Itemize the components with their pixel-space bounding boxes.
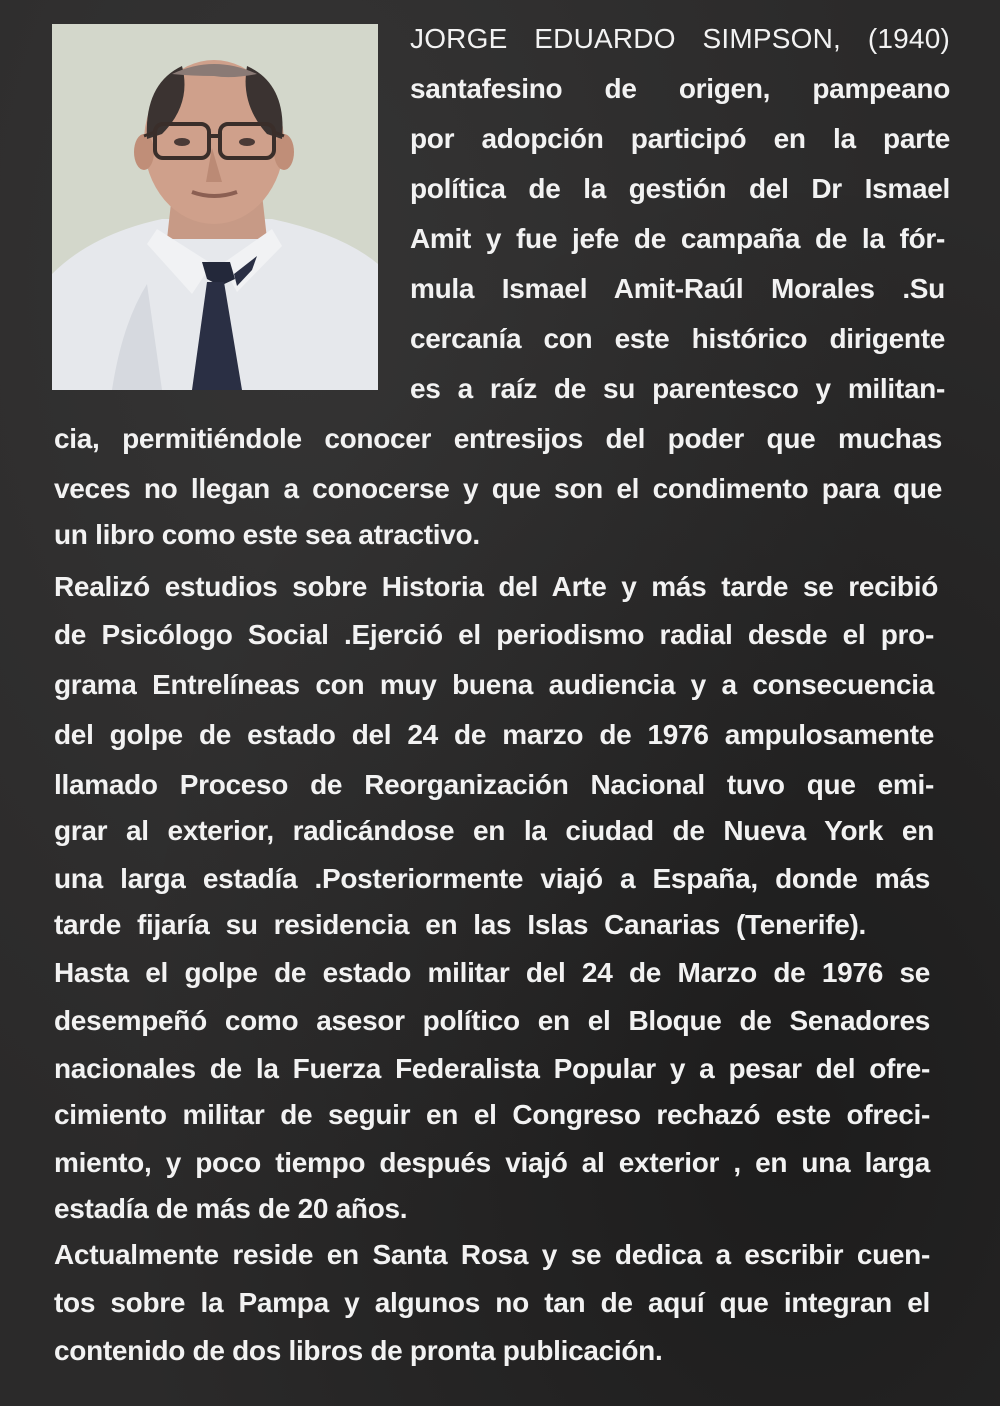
author-photo xyxy=(52,24,378,390)
text-line: contenido de dos libros de pronta publicación. xyxy=(54,1335,663,1366)
text-line: un libro como este sea atractivo. xyxy=(54,519,480,550)
text-line: del golpe de estado del 24 de marzo de 1976 ampulosamente xyxy=(54,719,934,750)
text-line: Realizó estudios sobre Historia del Arte y más tarde se recibió xyxy=(54,571,938,602)
text-line: miento, y poco tiempo después viajó al exterior , en una larga xyxy=(54,1147,930,1178)
text-line: es a raíz de su parentesco y militan- xyxy=(410,373,945,404)
text-line: política de la gestión del Dr Ismael xyxy=(410,173,950,204)
text-line: llamado Proceso de Reorganización Nacional tuvo que emi- xyxy=(54,769,934,800)
text-line: grar al exterior, radicándose en la ciudad de Nueva York en xyxy=(54,815,934,846)
text-line: grama Entrelíneas con muy buena audiencia y a consecuencia xyxy=(54,669,934,700)
text-line: santafesino de origen, pampeano xyxy=(410,73,950,104)
text-line: JORGE EDUARDO SIMPSON, (1940) xyxy=(410,23,950,54)
text-line: Actualmente reside en Santa Rosa y se dedica a escribir cuen- xyxy=(54,1239,930,1270)
text-line: mula Ismael Amit-Raúl Morales .Su xyxy=(410,273,945,304)
text-line: nacionales de la Fuerza Federalista Popular y a pesar del ofre- xyxy=(54,1053,930,1084)
author-portrait-image xyxy=(52,24,378,390)
text-line: por adopción participó en la parte xyxy=(410,123,950,154)
text-line: veces no llegan a conocerse y que son el condimento para que xyxy=(54,473,942,504)
text-line: Hasta el golpe de estado militar del 24 de Marzo de 1976 se xyxy=(54,957,930,988)
text-line: tos sobre la Pampa y algunos no tan de aquí que integran el xyxy=(54,1287,930,1318)
text-line: estadía de más de 20 años. xyxy=(54,1193,408,1224)
text-line: cimiento militar de seguir en el Congreso rechazó este ofreci- xyxy=(54,1099,930,1130)
text-line: tarde fijaría su residencia en las Islas Canarias (Tenerife). xyxy=(54,909,866,940)
text-line: de Psicólogo Social .Ejerció el periodismo radial desde el pro- xyxy=(54,619,934,650)
text-line: una larga estadía .Posteriormente viajó a España, donde más xyxy=(54,863,930,894)
text-line: desempeñó como asesor político en el Bloque de Senadores xyxy=(54,1005,930,1036)
text-line: Amit y fue jefe de campaña de la fór- xyxy=(410,223,945,254)
text-line: cia, permitiéndole conocer entresijos del poder que muchas xyxy=(54,423,942,454)
text-line: cercanía con este histórico dirigente xyxy=(410,323,945,354)
